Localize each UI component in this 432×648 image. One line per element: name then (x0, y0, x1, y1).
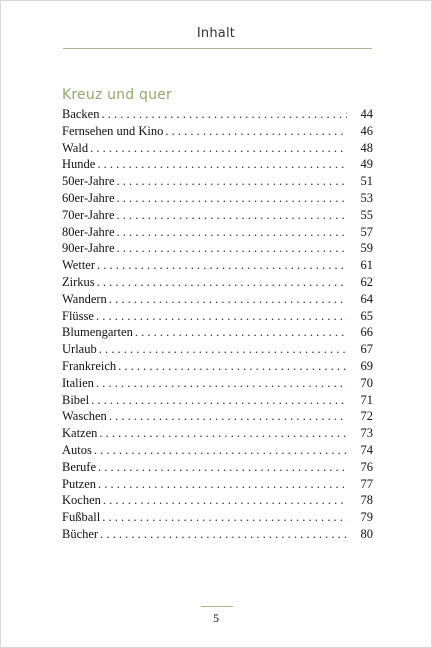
toc-entry-title: Zirkus (62, 274, 95, 289)
toc-entry-page: 77 (360, 476, 373, 491)
toc-entry (62, 325, 373, 342)
toc-entry (62, 359, 373, 376)
dot-leader (90, 141, 347, 156)
toc-entry-page: 67 (360, 342, 373, 357)
toc-entry-title: Wald (62, 140, 89, 155)
dot-leader (117, 174, 348, 189)
dot-leader (117, 241, 348, 256)
dot-leader (100, 527, 347, 542)
toc-entry-page: 72 (360, 409, 373, 424)
toc-entry-page: 70 (360, 375, 373, 390)
toc-entry (62, 191, 373, 208)
dot-leader (97, 258, 347, 273)
toc-entry (62, 443, 373, 460)
dot-leader (94, 443, 347, 458)
toc-entry (62, 426, 373, 443)
toc-entry (62, 241, 373, 258)
toc-entry-page: 74 (360, 442, 373, 457)
toc-entry-title: Waschen (62, 409, 107, 424)
toc-entry-title: 70er-Jahre (62, 207, 115, 222)
toc-entry-page: 80 (360, 526, 373, 541)
toc-entry (62, 342, 373, 359)
toc-entry-title: Italien (62, 375, 94, 390)
header-rule (63, 48, 372, 49)
dot-leader (99, 426, 347, 441)
toc-entry-page: 64 (360, 291, 373, 306)
dot-leader (101, 107, 347, 122)
toc-entry (62, 174, 373, 191)
table-of-contents (62, 107, 373, 544)
toc-entry-title: Kochen (62, 493, 101, 508)
toc-entry-title: 80er-Jahre (62, 224, 115, 239)
toc-entry-page: 69 (360, 358, 373, 373)
dot-leader (99, 342, 347, 357)
dot-leader (117, 191, 348, 206)
toc-entry-page: 44 (360, 107, 373, 121)
toc-entry (62, 124, 373, 141)
toc-entry-title: Berufe (62, 459, 97, 474)
dot-leader (117, 225, 348, 240)
toc-entry-page: 62 (360, 274, 373, 289)
toc-entry-page: 76 (360, 459, 373, 474)
toc-entry (62, 225, 373, 242)
toc-entry-title: Wandern (62, 291, 107, 306)
toc-entry-title: Fernsehen und Kino (62, 123, 164, 138)
toc-entry-page: 78 (360, 493, 373, 508)
toc-entry-page: 65 (360, 308, 373, 323)
toc-entry-title: Frankreich (62, 358, 117, 373)
dot-leader (165, 124, 347, 139)
toc-entry-page: 59 (360, 241, 373, 256)
toc-entry (62, 527, 373, 544)
toc-entry-title: Bücher (62, 526, 99, 541)
toc-entry-title: Katzen (62, 426, 98, 441)
dot-leader (118, 359, 347, 374)
dot-leader (135, 325, 347, 340)
toc-entry (62, 376, 373, 393)
dot-leader (109, 292, 347, 307)
toc-entry (62, 275, 373, 292)
dot-leader (109, 409, 347, 424)
toc-entry (62, 510, 373, 527)
toc-entry (62, 141, 373, 158)
toc-entry-title: 50er-Jahre (62, 174, 115, 189)
toc-entry (62, 208, 373, 225)
toc-entry-page: 57 (360, 224, 373, 239)
running-header: Inhalt (196, 26, 236, 41)
toc-entry-title: Autos (62, 442, 92, 457)
dot-leader (96, 376, 347, 391)
toc-entry-page: 53 (360, 190, 373, 205)
toc-entry-page: 79 (360, 510, 373, 525)
dot-leader (96, 309, 347, 324)
toc-entry-title: Flüsse (62, 308, 94, 323)
toc-entry (62, 477, 373, 494)
footer-rule (201, 606, 233, 607)
toc-entry-title: Backen (62, 107, 100, 121)
toc-entry (62, 309, 373, 326)
dot-leader (97, 157, 347, 172)
toc-entry-page: 71 (360, 392, 373, 407)
toc-entry-title: Bibel (62, 392, 90, 407)
toc-entry (62, 460, 373, 477)
dot-leader (102, 510, 347, 525)
toc-entry-page: 61 (360, 258, 373, 273)
dot-leader (117, 208, 348, 223)
toc-entry-title: 60er-Jahre (62, 190, 115, 205)
toc-entry-title: Fußball (62, 510, 101, 525)
toc-entry (62, 107, 373, 124)
dot-leader (98, 477, 347, 492)
dot-leader (98, 460, 347, 475)
toc-entry-page: 49 (360, 157, 373, 172)
dot-leader (103, 493, 347, 508)
toc-entry-title: 90er-Jahre (62, 241, 115, 256)
toc-entry (62, 258, 373, 275)
toc-entry (62, 292, 373, 309)
dot-leader (91, 393, 347, 408)
toc-entry-title: Urlaub (62, 342, 97, 357)
dot-leader (97, 275, 347, 290)
toc-entry (62, 493, 373, 510)
toc-entry-page: 48 (360, 140, 373, 155)
toc-entry-title: Blumengarten (62, 325, 133, 340)
toc-entry-page: 55 (360, 207, 373, 222)
toc-entry-title: Putzen (62, 476, 97, 491)
toc-entry (62, 409, 373, 426)
toc-entry (62, 157, 373, 174)
page-number: 5 (213, 611, 219, 625)
toc-entry-page: 73 (360, 426, 373, 441)
toc-entry-page: 51 (360, 174, 373, 189)
toc-entry-title: Wetter (62, 258, 96, 273)
toc-entry-page: 46 (360, 123, 373, 138)
toc-entry-title: Hunde (62, 157, 96, 172)
toc-entry-page: 66 (360, 325, 373, 340)
toc-entry (62, 393, 373, 410)
section-heading: Kreuz und quer (62, 87, 172, 103)
